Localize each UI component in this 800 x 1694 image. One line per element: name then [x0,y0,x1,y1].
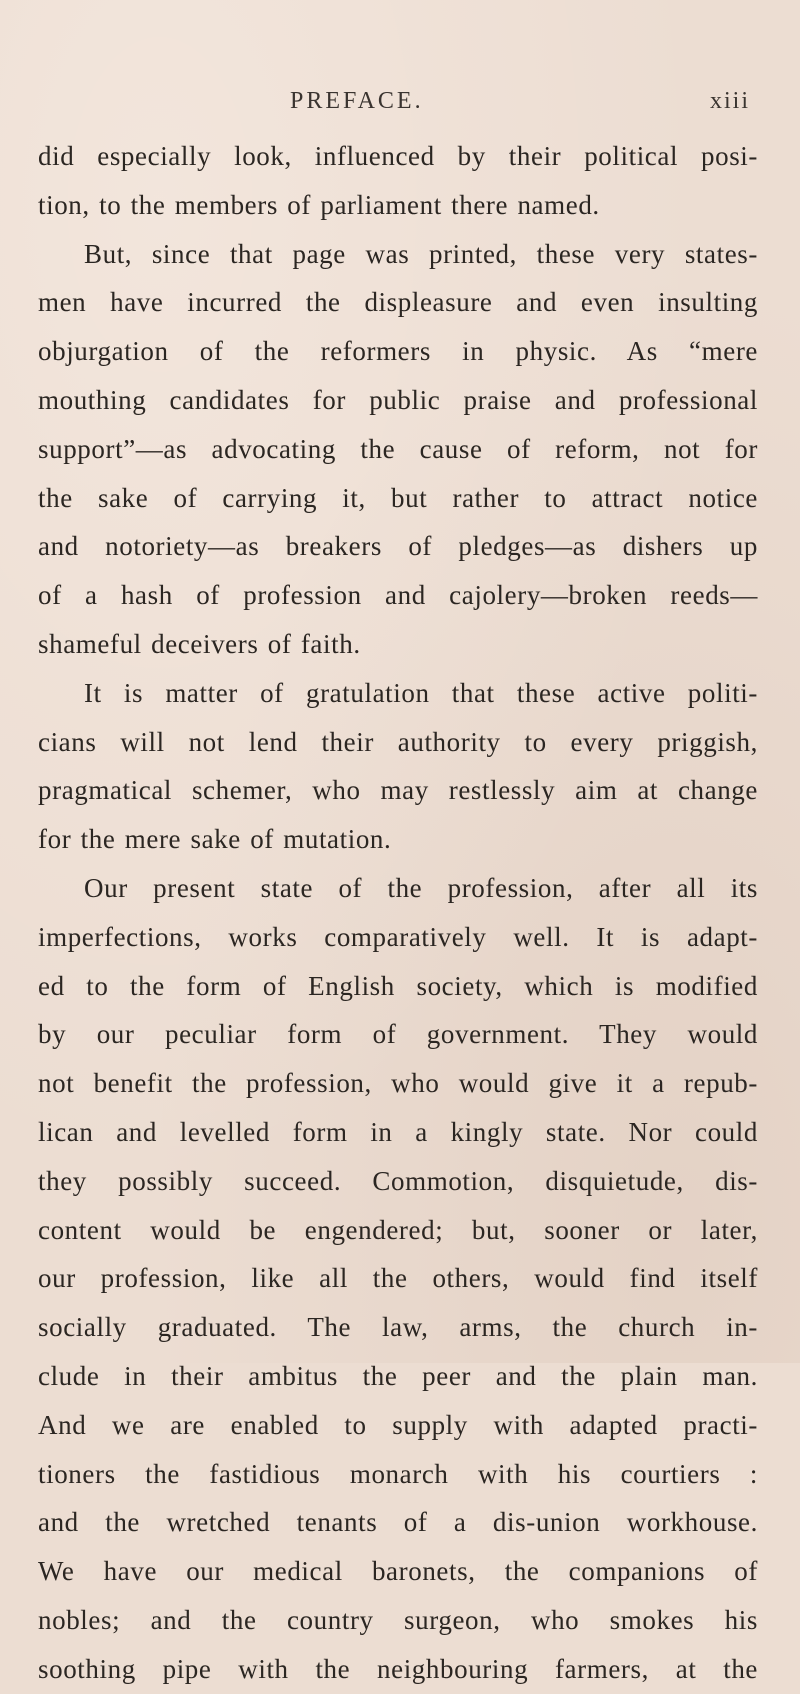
text-line: And we are enabled to supply with adapted practi- [38,1409,758,1440]
text-line: did especially look, influenced by their political posi- [38,141,758,171]
text-line: lican and levelled form in a kingly state. Nor could [38,1116,758,1147]
text-line: socially graduated. The law, arms, the church in- [38,1312,758,1343]
text-line: the sake of carrying it, but rather to attract notice [38,482,758,513]
text-line: content would be engendered; but, sooner or later, [38,1214,758,1245]
text-line: We have our medical baronets, the companions of [38,1556,758,1587]
text-line: nobles; and the country surgeon, who smokes his [38,1604,758,1635]
text-line: imperfections, works comparatively well. It is adapt- [38,921,758,952]
text-line: shameful deceivers of faith. [38,628,361,659]
text-line: for the mere sake of mutation. [38,824,392,855]
text-line: not benefit the profession, who would give it a repub- [38,1068,758,1099]
text-line: tion, to the members of parliament there named. [38,189,600,220]
text-line: by our peculiar form of government. They would [38,1019,758,1050]
text-line: of a hash of profession and cajolery—broken reeds— [38,580,758,611]
text-line: mouthing candidates for public praise and professional [38,384,758,415]
text-line: support”—as advocating the cause of reform, not for [38,433,758,464]
text-line: and the wretched tenants of a dis-union workhouse. [38,1507,758,1538]
running-title: PREFACE. [290,88,424,114]
text-line: ed to the form of English society, which is modified [38,970,758,1001]
text-line: and notoriety—as breakers of pledges—as dishers up [38,531,758,562]
running-header [0,84,800,120]
text-line: tioners the fastidious monarch with his courtiers : [38,1458,758,1489]
body-text [38,132,758,1694]
text-line: pragmatical schemer, who may restlessly aim at change [38,775,758,806]
text-line: our profession, like all the others, would find itself [38,1263,758,1294]
paragraph-start-line: It is matter of gratulation that these active politi- [84,677,758,708]
text-line: cians will not lend their authority to every priggish, [38,726,758,757]
text-line: soothing pipe with the neighbouring farmers, at the [38,1653,758,1684]
page-number: xiii [710,88,751,114]
text-line: clude in their ambitus the peer and the plain man. [38,1360,758,1391]
text-line: they possibly succeed. Commotion, disquietude, dis- [38,1165,758,1196]
paragraph-start-line: But, since that page was printed, these very states- [84,238,758,269]
paragraph-start-line: Our present state of the profession, after all its [84,872,758,903]
text-line: objurgation of the reformers in physic. As “mere [38,336,758,367]
text-line: men have incurred the displeasure and even insulting [38,287,758,318]
